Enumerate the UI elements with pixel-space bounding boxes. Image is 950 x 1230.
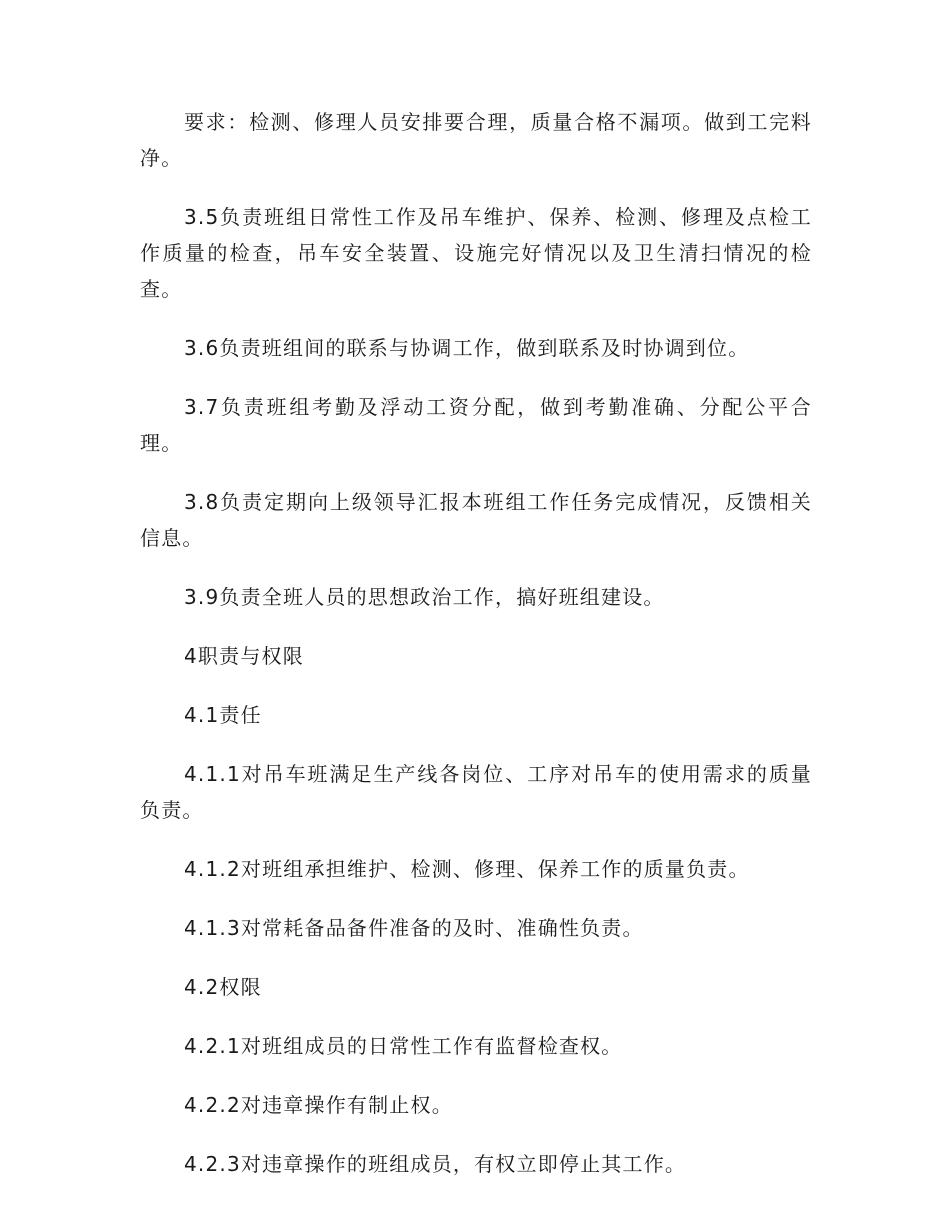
paragraph-3-6: 3.6负责班组间的联系与协调工作，做到联系及时协调到位。 [184, 336, 750, 360]
paragraph-4-2-2: 4.2.2对违章操作有制止权。 [184, 1093, 453, 1117]
paragraph-4-2-3: 4.2.3对违章操作的班组成员，有权立即停止其工作。 [184, 1152, 687, 1176]
paragraph-4-1-1: 4.1.1对吊车班满足生产线各岗位、工序对吊车的使用需求的质量负责。 [140, 762, 812, 822]
paragraph-3-5: 3.5负责班组日常性工作及吊车维护、保养、检测、修理及点检工作质量的检查，吊车安全装置、设施完好情况以及卫生清扫情况的检查。 [140, 205, 812, 301]
paragraph-3-7: 3.7负责班组考勤及浮动工资分配，做到考勤准确、分配公平合理。 [140, 395, 812, 455]
paragraph-4-1-3: 4.1.3对常耗备品备件准备的及时、准确性负责。 [184, 916, 644, 940]
document-body [140, 104, 812, 1205]
section-heading-4: 4职责与权限 [184, 644, 304, 668]
paragraph-requirement: 要求：检测、修理人员安排要合理，质量合格不漏项。做到工完料净。 [140, 110, 812, 170]
section-heading-4-2: 4.2权限 [184, 975, 262, 999]
paragraph-3-8: 3.8负责定期向上级领导汇报本班组工作任务完成情况，反馈相关信息。 [140, 490, 812, 550]
paragraph-3-9: 3.9负责全班人员的思想政治工作，搞好班组建设。 [184, 585, 665, 609]
paragraph-4-2-1: 4.2.1对班组成员的日常性工作有监督检查权。 [184, 1034, 623, 1058]
section-heading-4-1: 4.1责任 [184, 703, 262, 727]
paragraph-4-1-2: 4.1.2对班组承担维护、检测、修理、保养工作的质量负责。 [184, 857, 750, 881]
